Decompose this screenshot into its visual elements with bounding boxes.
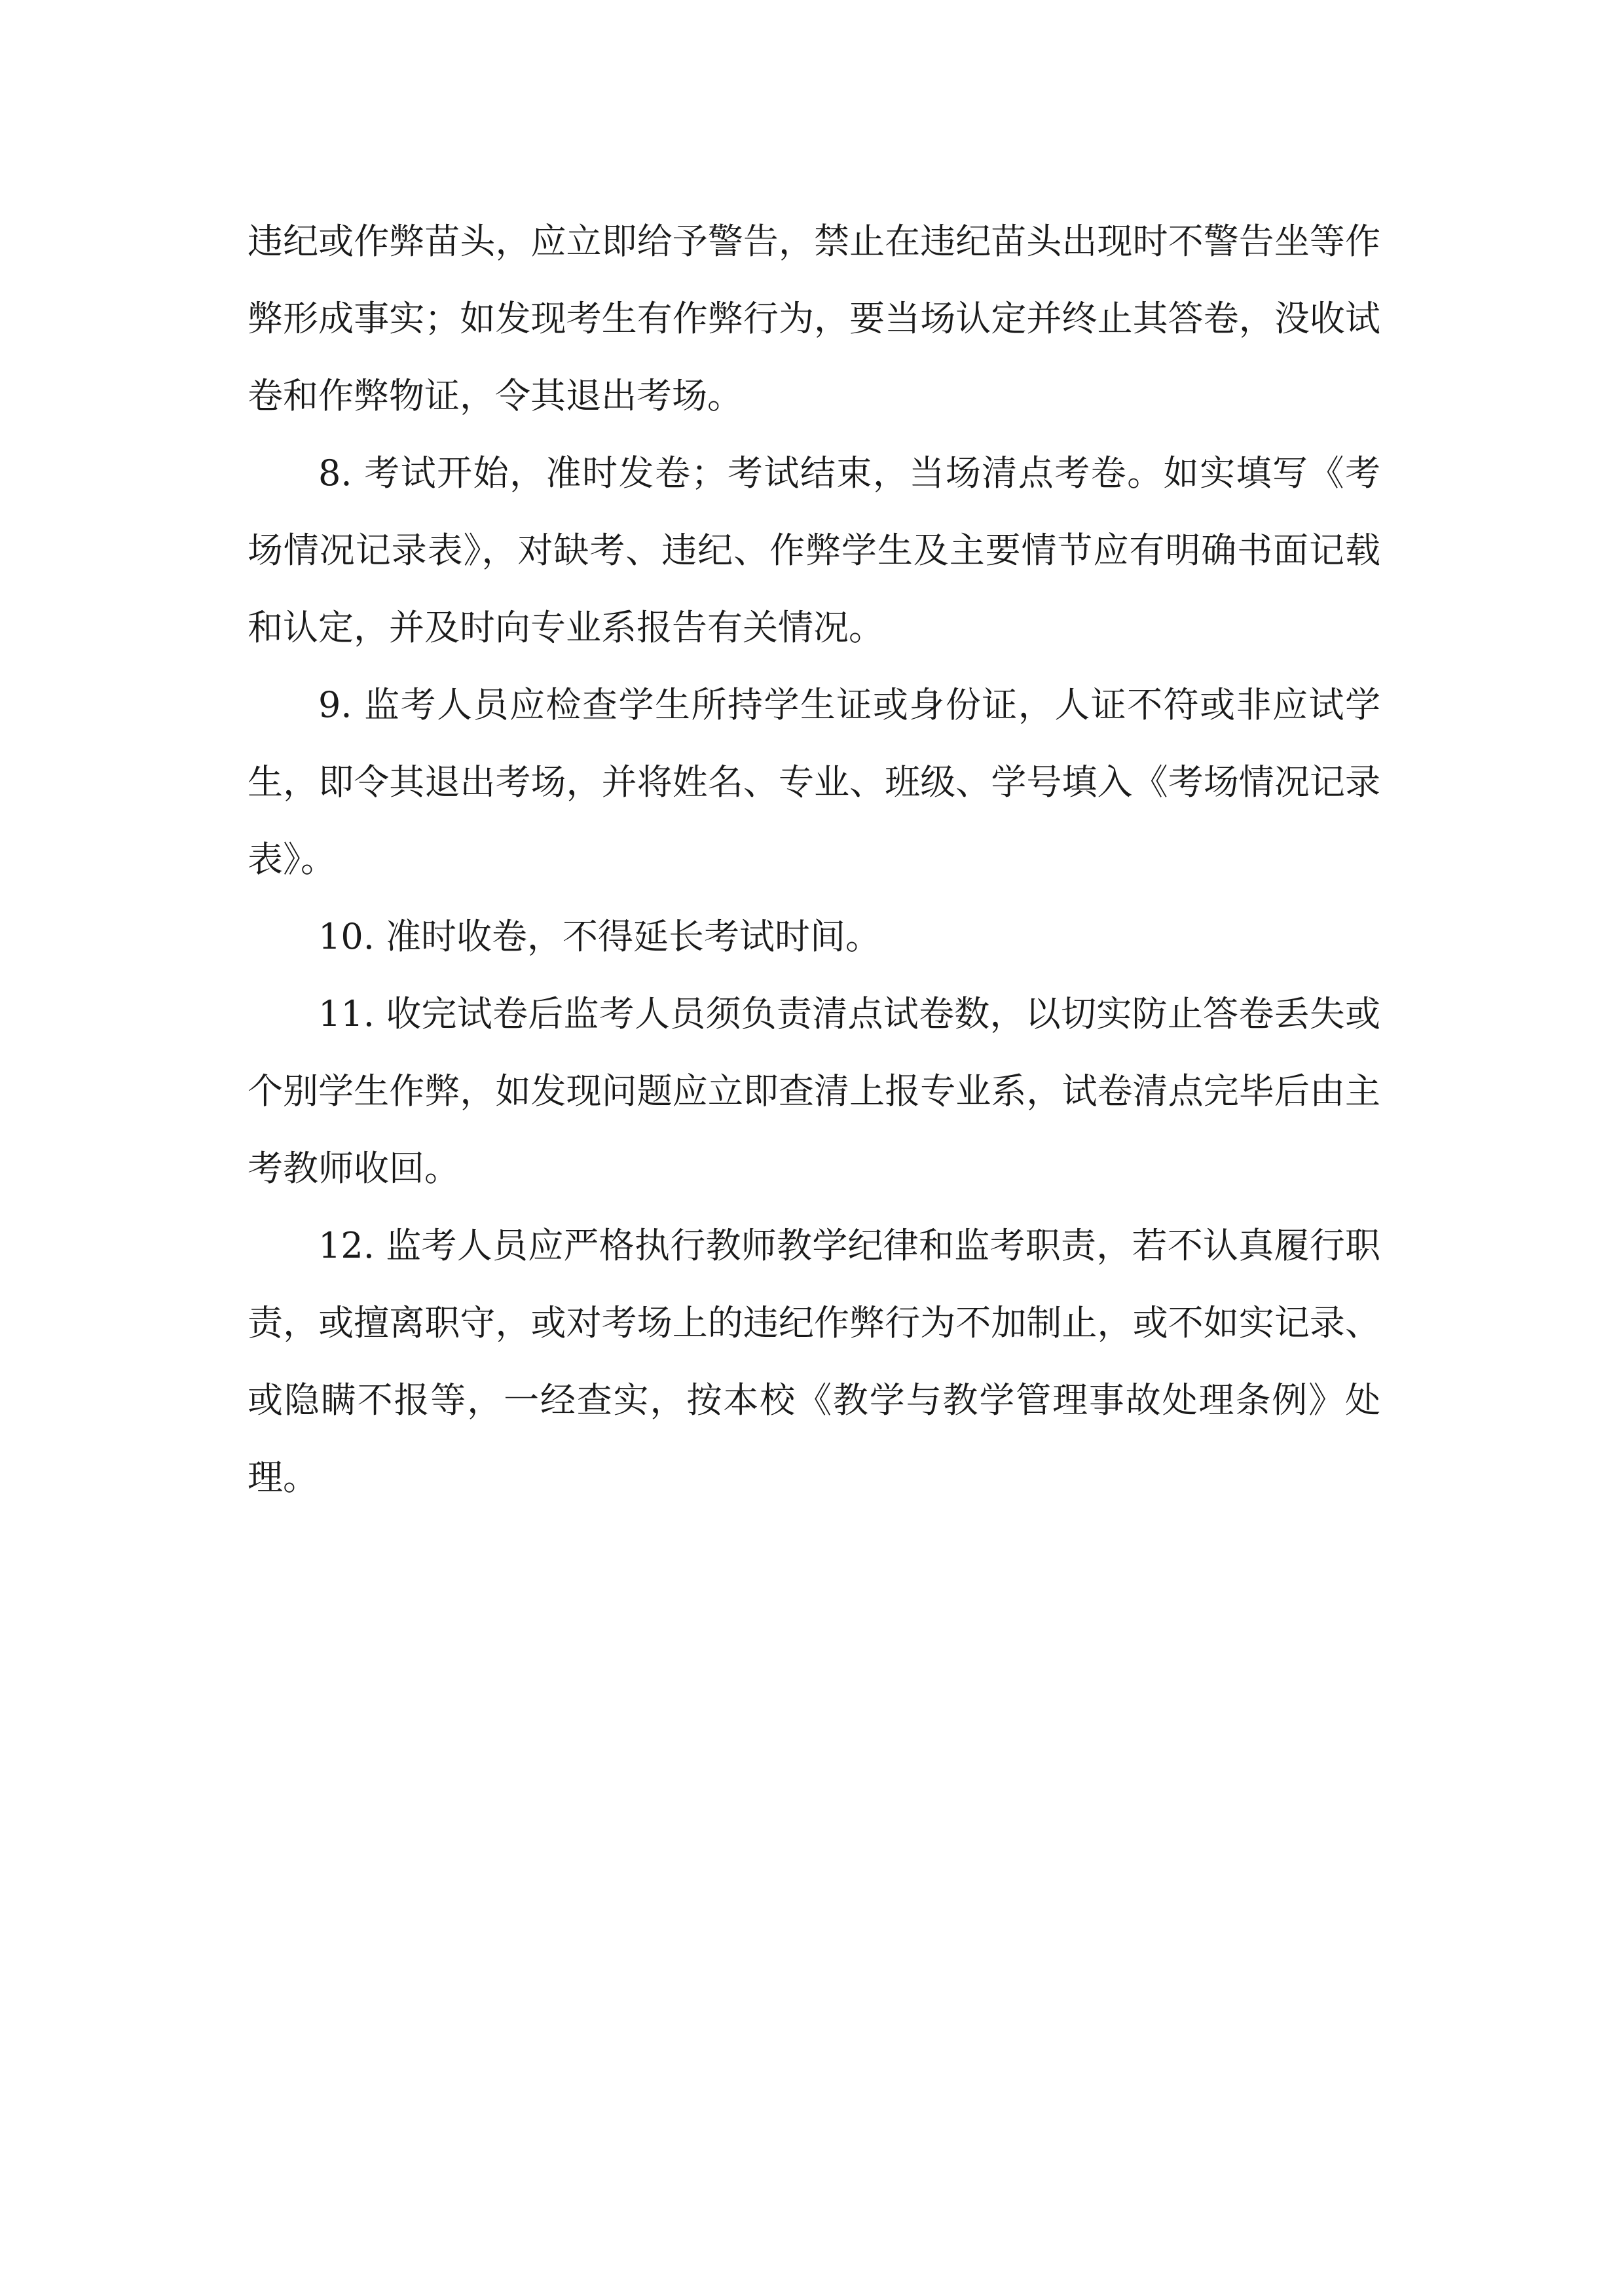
paragraph-item-8: 8. 考试开始，准时发卷；考试结束，当场清点考卷。如实填写《考场情况记录表》，对缺考、违纪、作弊学生及主要情节应有明确书面记载和认定，并及时向专业系报告有关情况。 [248, 452, 1380, 648]
document-body [248, 203, 1380, 1516]
paragraph-item-11: 11. 收完试卷后监考人员须负责清点试卷数，以切实防止答卷丢失或个别学生作弊，如发现问题应立即查清上报专业系，试卷清点完毕后由主考教师收回。 [248, 993, 1380, 1189]
paragraph-continuation: 违纪或作弊苗头，应立即给予警告，禁止在违纪苗头出现时不警告坐等作弊形成事实；如发现考生有作弊行为，要当场认定并终止其答卷，没收试卷和作弊物证，令其退出考场。 [248, 221, 1380, 416]
paragraph-item-12: 12. 监考人员应严格执行教师教学纪律和监考职责，若不认真履行职责，或擅离职守，或对考场上的违纪作弊行为不加制止，或不如实记录、或隐瞒不报等，一经查实，按本校《教学与教学管理事故处理条例》处理。 [248, 1225, 1380, 1498]
paragraph-item-9: 9. 监考人员应检查学生所持学生证或身份证，人证不符或非应试学生，即令其退出考场，并将姓名、专业、班级、学号填入《考场情况记录表》。 [248, 684, 1380, 880]
paragraph-item-10: 10. 准时收卷，不得延长考试时间。 [318, 916, 881, 957]
